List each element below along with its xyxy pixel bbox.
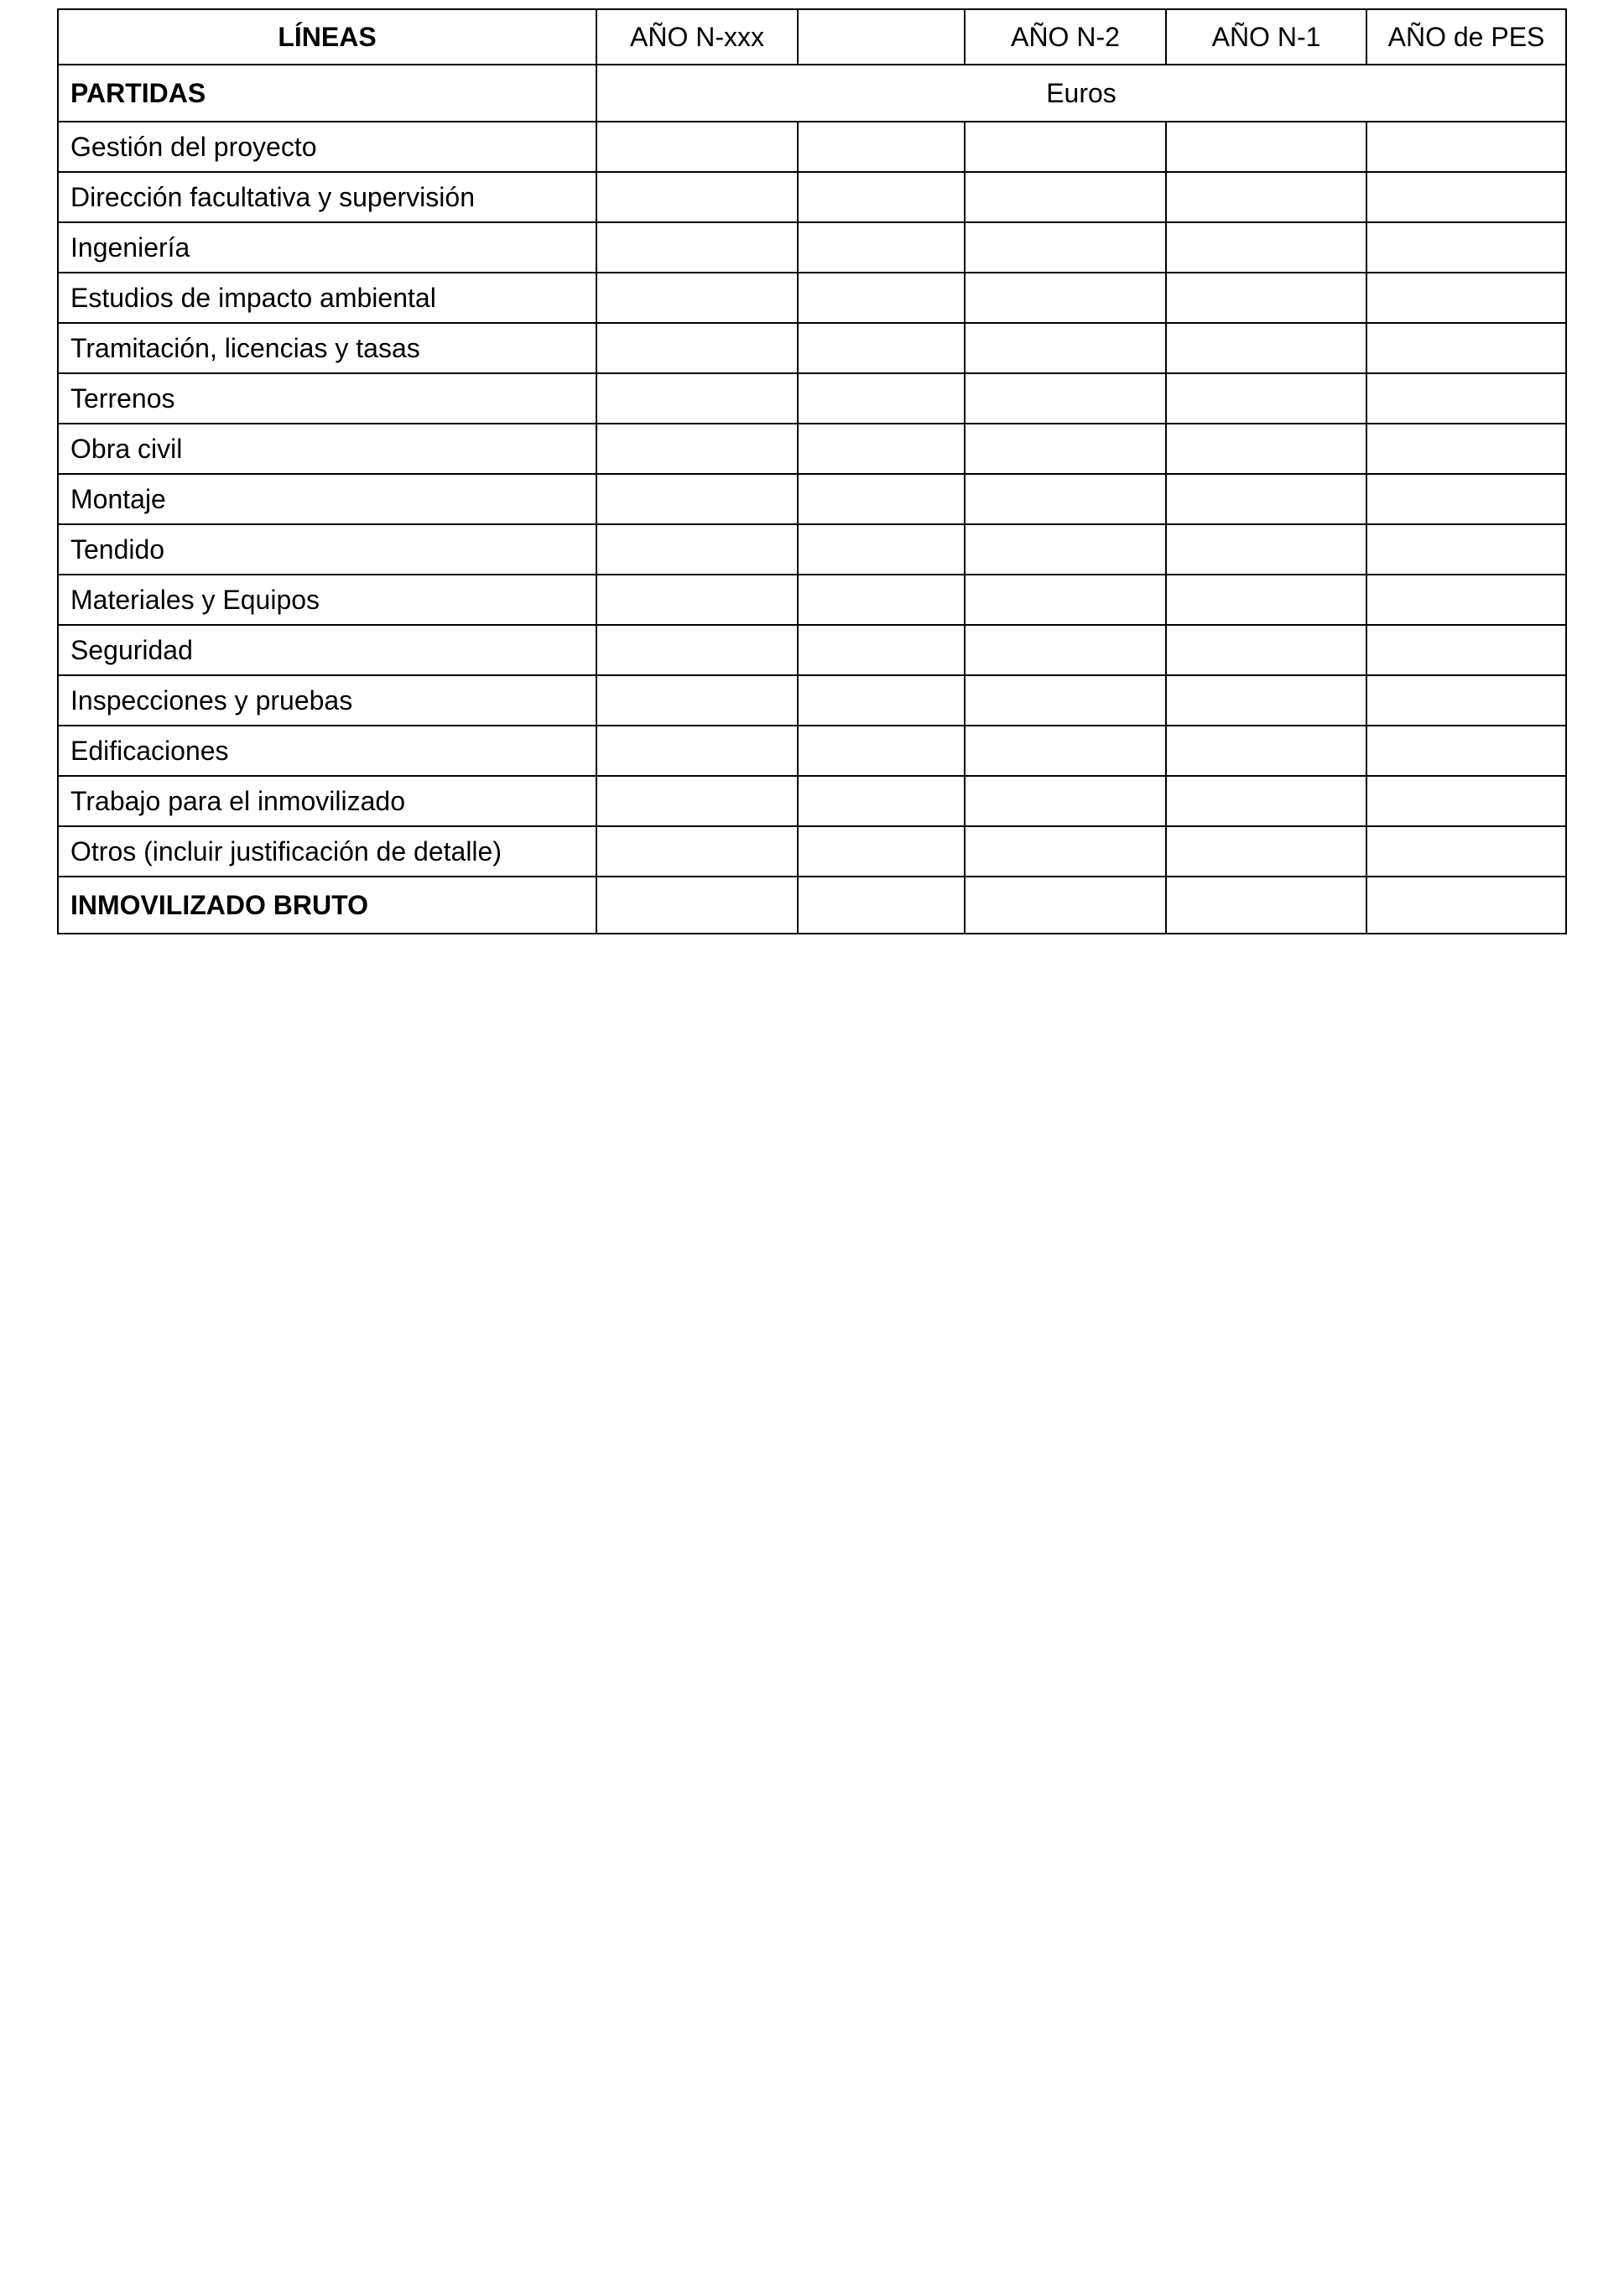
unit-label: Euros [596,65,1566,122]
cell-ano-pes [1366,373,1566,424]
cell-ano-n-xxx [596,172,798,222]
total-label: INMOVILIZADO BRUTO [58,877,596,934]
cell-blank [798,776,965,826]
cell-blank [798,575,965,625]
cell-ano-n-1 [1166,273,1366,323]
cell-ano-n-2 [965,675,1166,726]
cell-ano-pes [1366,424,1566,474]
cell-ano-n-2 [965,524,1166,575]
cell-ano-n-2 [965,172,1166,222]
cell-ano-n-xxx [596,524,798,575]
table-row [58,474,1566,524]
cell-ano-pes [1366,776,1566,826]
cell-ano-n-1 [1166,122,1366,172]
cell-ano-n-2 [965,323,1166,373]
cell-ano-n-xxx [596,726,798,776]
cell-blank [798,524,965,575]
table-row [58,222,1566,273]
cell-ano-n-xxx [596,122,798,172]
cell-ano-n-2 [965,726,1166,776]
row-label: Otros (incluir justificación de detalle) [58,826,596,877]
cell-ano-pes [1366,122,1566,172]
cell-ano-n-1 [1166,776,1366,826]
header-ano-pes: AÑO de PES [1366,9,1566,65]
cell-ano-n-2 [965,625,1166,675]
cell-ano-pes [1366,323,1566,373]
cell-ano-n-1 [1166,424,1366,474]
cell-ano-n-2 [965,122,1166,172]
cell-ano-n-2 [965,776,1166,826]
row-label: Gestión del proyecto [58,122,596,172]
total-row [58,877,1566,934]
cell-ano-pes [1366,675,1566,726]
cell-ano-n-1 [1166,323,1366,373]
table-row [58,323,1566,373]
cell-ano-n-2 [965,826,1166,877]
row-label: Seguridad [58,625,596,675]
table-row [58,122,1566,172]
cell-ano-n-2 [965,877,1166,934]
cell-ano-n-1 [1166,222,1366,273]
cell-ano-pes [1366,625,1566,675]
cell-blank [798,726,965,776]
cell-blank [798,877,965,934]
header-ano-n-2: AÑO N-2 [965,9,1166,65]
cell-blank [798,222,965,273]
header-ano-n-1: AÑO N-1 [1166,9,1366,65]
cell-blank [798,826,965,877]
row-label: Terrenos [58,373,596,424]
table-row [58,675,1566,726]
cell-ano-n-2 [965,273,1166,323]
cell-ano-n-2 [965,222,1166,273]
cell-ano-pes [1366,474,1566,524]
header-lineas: LÍNEAS [58,9,596,65]
cell-blank [798,122,965,172]
cell-blank [798,625,965,675]
cell-blank [798,273,965,323]
header-ano-n-xxx: AÑO N-xxx [596,9,798,65]
cell-ano-pes [1366,172,1566,222]
cell-ano-n-2 [965,575,1166,625]
cell-ano-n-1 [1166,474,1366,524]
cell-ano-pes [1366,726,1566,776]
row-label: Ingeniería [58,222,596,273]
table-row [58,826,1566,877]
partidas-label: PARTIDAS [58,65,596,122]
cell-ano-n-2 [965,424,1166,474]
cell-ano-n-xxx [596,675,798,726]
row-label: Estudios de impacto ambiental [58,273,596,323]
cell-ano-n-xxx [596,826,798,877]
row-label: Inspecciones y pruebas [58,675,596,726]
table-row [58,726,1566,776]
cell-ano-n-1 [1166,675,1366,726]
cell-ano-n-xxx [596,373,798,424]
cell-ano-n-xxx [596,273,798,323]
cell-ano-pes [1366,222,1566,273]
cell-ano-n-xxx [596,424,798,474]
cell-blank [798,675,965,726]
cell-blank [798,323,965,373]
table-row [58,776,1566,826]
row-label: Tramitación, licencias y tasas [58,323,596,373]
subheader-row [58,65,1566,122]
cell-ano-n-1 [1166,575,1366,625]
cell-ano-pes [1366,826,1566,877]
cell-ano-n-1 [1166,625,1366,675]
row-label: Montaje [58,474,596,524]
cell-ano-n-xxx [596,323,798,373]
table-row [58,524,1566,575]
row-label: Dirección facultativa y supervisión [58,172,596,222]
cell-ano-n-1 [1166,826,1366,877]
row-label: Edificaciones [58,726,596,776]
cell-ano-pes [1366,575,1566,625]
cell-ano-n-xxx [596,625,798,675]
cell-ano-n-1 [1166,726,1366,776]
cell-ano-n-xxx [596,474,798,524]
cell-ano-n-1 [1166,524,1366,575]
table-row [58,424,1566,474]
row-label: Materiales y Equipos [58,575,596,625]
table-row [58,273,1566,323]
table-row [58,373,1566,424]
cell-ano-n-2 [965,474,1166,524]
cell-ano-n-2 [965,373,1166,424]
table-row [58,625,1566,675]
cell-blank [798,373,965,424]
row-label: Trabajo para el inmovilizado [58,776,596,826]
cell-ano-n-xxx [596,776,798,826]
cell-blank [798,474,965,524]
investment-table [57,8,1567,934]
cell-blank [798,172,965,222]
row-label: Tendido [58,524,596,575]
cell-ano-n-xxx [596,575,798,625]
cell-ano-n-1 [1166,877,1366,934]
table-row [58,172,1566,222]
cell-ano-n-1 [1166,172,1366,222]
header-row [58,9,1566,65]
cell-ano-pes [1366,273,1566,323]
cell-blank [798,424,965,474]
cell-ano-n-xxx [596,877,798,934]
cell-ano-n-xxx [596,222,798,273]
cell-ano-n-1 [1166,373,1366,424]
header-blank [798,9,965,65]
cell-ano-pes [1366,524,1566,575]
table-row [58,575,1566,625]
row-label: Obra civil [58,424,596,474]
cell-ano-pes [1366,877,1566,934]
